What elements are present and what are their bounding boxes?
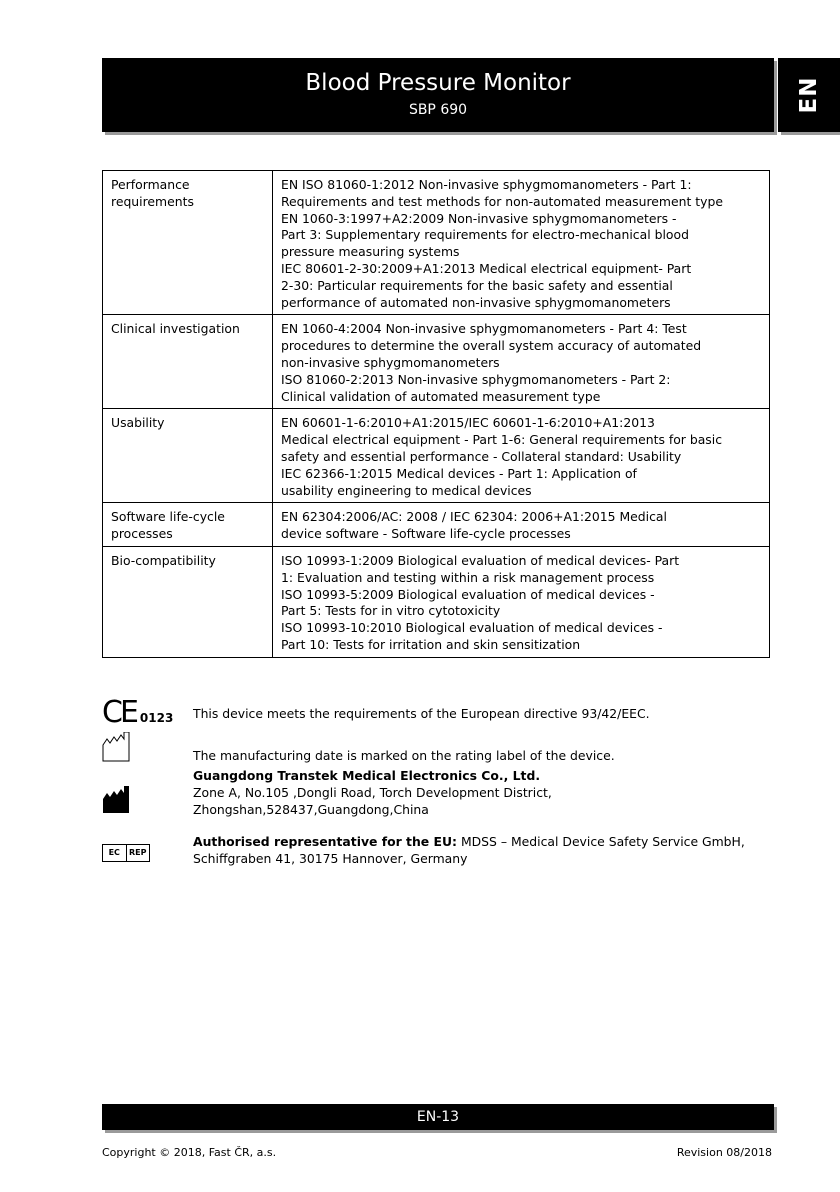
category-line: Software life-cycle: [111, 509, 225, 525]
manufacturer-icon: [102, 786, 130, 819]
manufacturing-date-icon: [102, 732, 130, 767]
table-row: [103, 315, 770, 409]
category-line: processes: [111, 526, 173, 542]
standard-line: EN 60601-1-6:2010+A1:2015/IEC 60601-1-6:2010+A1:2013: [281, 415, 655, 431]
standard-line: ISO 10993-5:2009 Biological evaluation of medical devices -: [281, 586, 655, 602]
standard-category: [103, 315, 273, 409]
standard-line: safety and essential performance - Collateral standard: Usability: [281, 448, 682, 464]
ec-rep-text-line2: Schiffgraben 41, 30175 Hannover, Germany: [193, 850, 468, 866]
category-line: Performance: [111, 177, 190, 192]
standard-line: 2-30: Particular requirements for the basic safety and essential: [281, 277, 673, 293]
standard-line: Part 10: Tests for irritation and skin sensitization: [281, 636, 581, 652]
standard-line: ISO 10993-1:2009 Biological evaluation of medical devices- Part: [281, 552, 680, 568]
standard-line: Part 5: Tests for in vitro cytotoxicity: [281, 603, 501, 619]
standard-category: [103, 171, 273, 315]
language-label: EN: [796, 76, 822, 114]
standard-line: device software - Software life-cycle processes: [281, 526, 571, 542]
category-line: Clinical investigation: [111, 321, 240, 337]
standard-line: procedures to determine the overall system accuracy of automated: [281, 338, 702, 354]
category-line: Bio-compatibility: [111, 552, 216, 568]
standard-line: EN 1060-4:2004 Non-invasive sphygmomanometers - Part 4: Test: [281, 321, 687, 337]
standard-line: non-invasive sphygmomanometers: [281, 354, 500, 370]
standard-line: Medical electrical equipment - Part 1-6: General requirements for basic: [281, 432, 723, 448]
notified-body-number: 0123: [139, 711, 174, 725]
copyright: Copyright © 2018, Fast ČR, a.s.: [102, 1146, 277, 1159]
manufacturer-address-line2: Zhongshan,528437,Guangdong,China: [193, 801, 429, 817]
table-row: [103, 409, 770, 503]
standard-references: [273, 171, 770, 315]
standard-references: [273, 503, 770, 547]
manufacturing-date-text: The manufacturing date is marked on the rating label of the device.: [193, 748, 615, 763]
standard-line: EN 62304:2006/AC: 2008 / IEC 62304: 2006+A1:2015 Medical: [281, 509, 667, 525]
category-line: requirements: [111, 193, 194, 209]
standard-references: [273, 546, 770, 657]
standard-line: IEC 62366-1:2015 Medical devices - Part 1: Application of: [281, 465, 637, 481]
standard-line: usability engineering to medical devices: [281, 482, 532, 498]
standard-line: IEC 80601-2-30:2009+A1:2013 Medical electrical equipment- Part: [281, 260, 692, 276]
standard-references: [273, 409, 770, 503]
standard-line: ISO 10993-10:2010 Biological evaluation of medical devices -: [281, 620, 663, 636]
category-line: Usability: [111, 415, 165, 431]
table-row: [103, 171, 770, 315]
standard-category: [103, 409, 273, 503]
page-number-bar: [102, 1104, 774, 1130]
standard-line: performance of automated non-invasive sphygmomanometers: [281, 294, 671, 310]
document-header: [102, 58, 774, 132]
manufacturer-address-line1: Zone A, No.105 ,Dongli Road, Torch Development District,: [193, 784, 552, 800]
standard-category: [103, 546, 273, 657]
ce-mark-icon: CE 0123: [102, 695, 174, 730]
document-title: Blood Pressure Monitor: [305, 70, 571, 96]
standard-line: pressure measuring systems: [281, 244, 460, 260]
manufacturer-name: Guangdong Transtek Medical Electronics Co., Ltd.: [193, 768, 541, 783]
ec-rep-text-line1: Authorised representative for the EU: MDSS – Medical Device Safety Service GmbH,: [193, 834, 745, 849]
standard-line: Requirements and test methods for non-automated measurement type: [281, 193, 723, 209]
table-row: [103, 503, 770, 547]
standard-line: EN 1060-3:1997+A2:2009 Non-invasive sphygmomanometers -: [281, 210, 677, 226]
revision: Revision 08/2018: [676, 1146, 772, 1159]
page-number: EN-13: [416, 1109, 460, 1125]
standards-table: [102, 170, 770, 658]
standard-category: [103, 503, 273, 547]
ce-text: This device meets the requirements of the European directive 93/42/EEC.: [193, 706, 650, 721]
standard-line: EN ISO 81060-1:2012 Non-invasive sphygmomanometers - Part 1:: [281, 177, 692, 192]
standard-line: Clinical validation of automated measurement type: [281, 388, 601, 404]
standard-line: 1: Evaluation and testing within a risk management process: [281, 569, 655, 585]
model-number: SBP 690: [408, 102, 468, 118]
standard-references: [273, 315, 770, 409]
table-row: [103, 546, 770, 657]
language-tab: [778, 58, 840, 132]
ec-rep-icon: EC REP: [102, 844, 150, 862]
standard-line: Part 3: Supplementary requirements for electro-mechanical blood: [281, 227, 689, 243]
standard-line: ISO 81060-2:2013 Non-invasive sphygmomanometers - Part 2:: [281, 371, 671, 387]
